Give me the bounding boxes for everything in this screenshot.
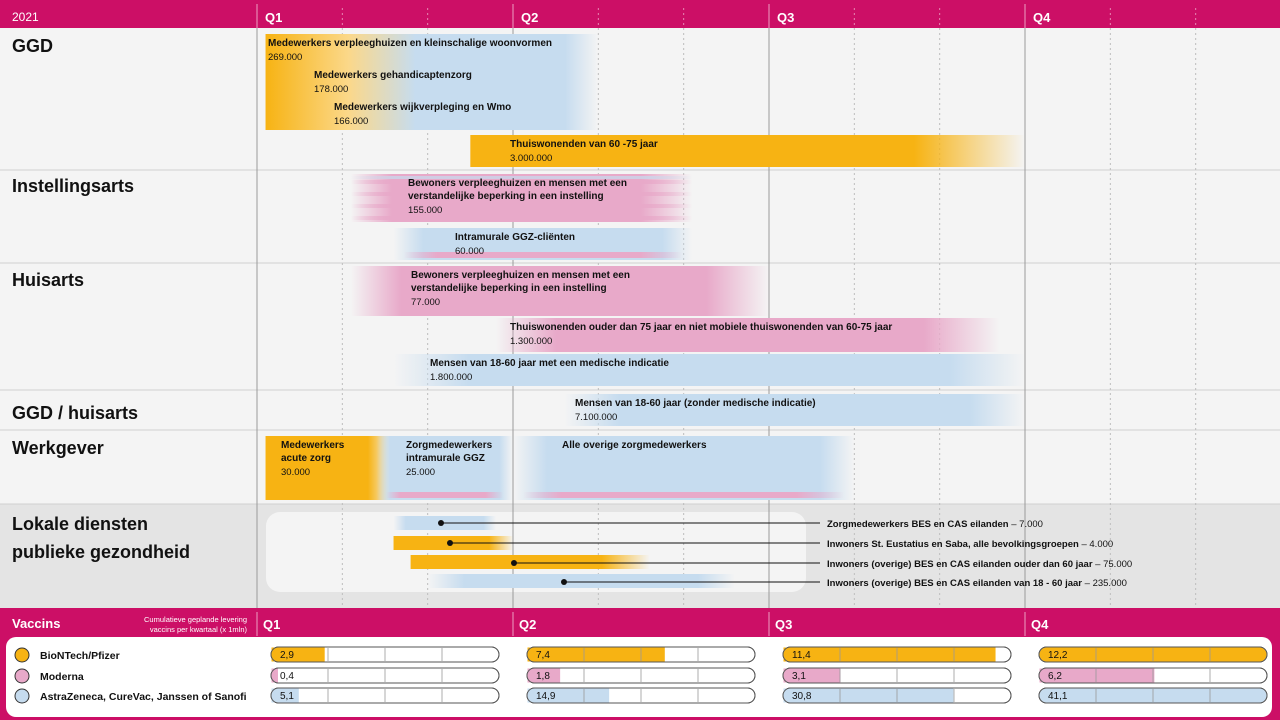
header-quarter-Q1: Q1 xyxy=(265,10,283,25)
bar-count-1: 178.000 xyxy=(314,84,349,95)
bar-label-5: Intramurale GGZ-cliënten xyxy=(455,232,576,243)
vaccin-value-2-3: 41,1 xyxy=(1048,691,1068,702)
vaccin-value-0-1: 7,4 xyxy=(536,650,550,661)
lokale-label-text: Inwoners (overige) BES en CAS eilanden ouder dan 60 jaar xyxy=(827,559,1093,570)
bar-count-6: 77.000 xyxy=(411,297,441,308)
vaccins-quarter-Q2: Q2 xyxy=(519,617,537,632)
bar-stripe xyxy=(404,252,683,258)
vaccin-value-1-3: 6,2 xyxy=(1048,671,1062,682)
bar-stripe xyxy=(351,216,692,220)
vaccins-quarter-Q1: Q1 xyxy=(263,617,281,632)
section-instellingsarts: Instellingsarts xyxy=(12,176,135,196)
bar-label-9: Mensen van 18-60 jaar (zonder medische indicatie) xyxy=(575,398,816,409)
vaccin-legend-label-0: BioNTech/Pfizer xyxy=(40,650,120,662)
section-werkgever: Werkgever xyxy=(12,438,104,458)
section-ggd-huisarts: GGD / huisarts xyxy=(12,403,139,423)
vaccin-value-1-2: 3,1 xyxy=(792,671,806,682)
bar-label-10: acute zorg xyxy=(281,453,332,464)
bar-count-10: 30.000 xyxy=(281,467,311,478)
bar-count-8: 1.800.000 xyxy=(430,372,473,383)
vaccin-legend-dot xyxy=(15,648,29,662)
lokale-label-2 xyxy=(827,559,1132,570)
bar-15 xyxy=(411,555,650,569)
vaccins-quarter-Q4: Q4 xyxy=(1031,617,1049,632)
lokale-label-text: Zorgmedewerkers BES en CAS eilanden xyxy=(827,519,1009,530)
section-huisarts: Huisarts xyxy=(12,270,85,290)
section-ggd: GGD xyxy=(12,36,54,56)
bar-count-5: 60.000 xyxy=(455,246,485,257)
bar-count-4: 155.000 xyxy=(408,205,443,216)
header-quarter-Q2: Q2 xyxy=(521,10,539,25)
vaccin-value-1-0: 0,4 xyxy=(280,671,294,682)
bar-count-7: 1.300.000 xyxy=(510,336,553,347)
header-quarter-Q3: Q3 xyxy=(777,10,795,25)
bar-label-11: Zorgmedewerkers xyxy=(406,440,493,451)
lokale-label-0 xyxy=(827,519,1043,530)
vaccin-value-2-2: 30,8 xyxy=(792,691,812,702)
bar-label-7: Thuiswonenden ouder dan 75 jaar en niet mobiele thuiswonenden van 60-75 jaar xyxy=(510,322,893,333)
vaccin-legend-dot xyxy=(15,689,29,703)
lokale-label-count: – 7.000 xyxy=(1008,519,1043,530)
bar-count-2: 166.000 xyxy=(334,116,369,127)
vaccin-fill xyxy=(784,648,996,662)
bar-label-11: intramurale GGZ xyxy=(406,453,485,464)
year-label: 2021 xyxy=(12,10,39,24)
vaccins-note-1: Cumulatieve geplande levering xyxy=(144,615,247,624)
vaccin-legend-label-2: AstraZeneca, CureVac, Janssen of Sanofi xyxy=(40,691,247,703)
vaccin-legend-dot xyxy=(15,669,29,683)
bar-label-2: Medewerkers wijkverpleging en Wmo xyxy=(334,102,512,113)
lokale-label-3 xyxy=(827,578,1127,589)
vaccin-value-2-0: 5,1 xyxy=(280,691,294,702)
vaccin-legend-label-1: Moderna xyxy=(40,671,84,683)
vaccin-value-2-1: 14,9 xyxy=(536,691,556,702)
vaccin-value-1-1: 1,8 xyxy=(536,671,550,682)
bar-16 xyxy=(428,574,735,588)
lokale-label-text: Inwoners (overige) BES en CAS eilanden van 18 - 60 jaar xyxy=(827,578,1083,589)
bar-stripe xyxy=(386,492,503,498)
bar-stripe xyxy=(351,204,692,208)
vaccin-value-0-2: 11,4 xyxy=(792,650,811,661)
bar-label-4: verstandelijke beperking in een instelling xyxy=(408,191,604,202)
bar-label-4: Bewoners verpleeghuizen en mensen met een xyxy=(408,178,627,189)
vaccins-title: Vaccins xyxy=(12,616,61,631)
bar-label-8: Mensen van 18-60 jaar met een medische indicatie xyxy=(430,358,669,369)
bar-label-12: Alle overige zorgmedewerkers xyxy=(562,440,707,451)
bar-label-0: Medewerkers verpleeghuizen en kleinschalige woonvormen xyxy=(268,38,552,49)
vaccin-value-0-0: 2,9 xyxy=(280,650,294,661)
lokale-label-text: Inwoners St. Eustatius en Saba, alle bevolkingsgroepen xyxy=(827,539,1079,550)
section-lokale-diensten: Lokale diensten publieke gezondheid xyxy=(12,514,191,562)
lokale-label-count: – 75.000 xyxy=(1092,559,1133,570)
bar-count-0: 269.000 xyxy=(268,52,303,63)
lokale-label-count: – 4.000 xyxy=(1078,539,1114,550)
bar-count-3: 3.000.000 xyxy=(510,153,553,164)
bar-label-10: Medewerkers xyxy=(281,440,345,451)
bar-label-3: Thuiswonenden van 60 -75 jaar xyxy=(510,139,658,150)
bar-stripe xyxy=(523,492,844,498)
vaccins-quarter-Q3: Q3 xyxy=(775,617,793,632)
bar-label-6: Bewoners verpleeghuizen en mensen met een xyxy=(411,270,630,281)
lokale-label-1 xyxy=(827,539,1113,550)
bar-label-1: Medewerkers gehandicaptenzorg xyxy=(314,70,472,81)
vaccin-value-0-3: 12,2 xyxy=(1048,650,1068,661)
bar-count-11: 25.000 xyxy=(406,467,436,478)
bar-label-6: verstandelijke beperking in een instelling xyxy=(411,283,607,294)
header-quarter-Q4: Q4 xyxy=(1033,10,1051,25)
bar-count-9: 7.100.000 xyxy=(575,412,618,423)
lokale-label-count: – 235.000 xyxy=(1082,578,1127,589)
vaccins-note-2: vaccins per kwartaal (x 1mln) xyxy=(149,625,247,634)
